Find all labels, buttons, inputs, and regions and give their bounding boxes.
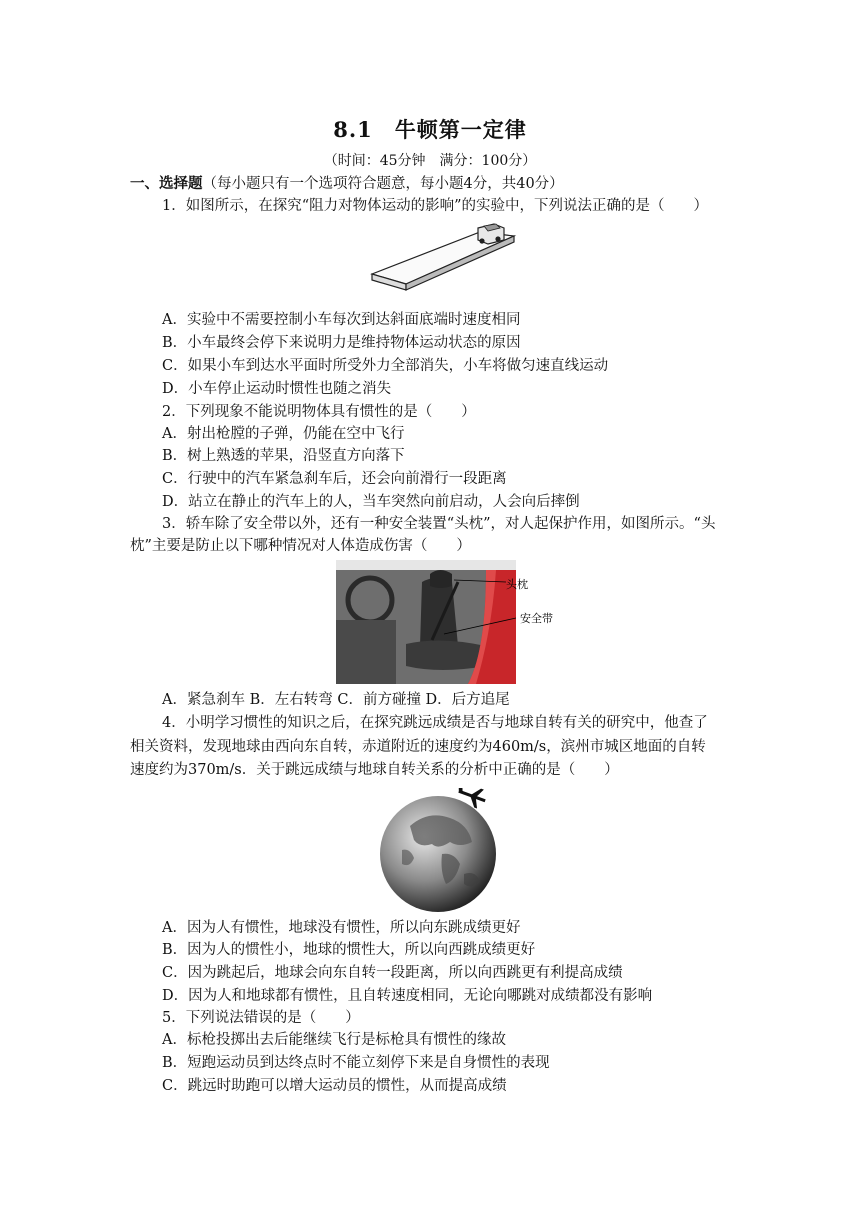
- section-heading-row: [130, 174, 564, 194]
- q1-stem: 1．如图所示，在探究“阻力对物体运动的影响”的实验中，下列说法正确的是（ ）: [162, 198, 709, 214]
- q2-option-d: D．站立在静止的汽车上的人，当车突然向前启动，人会向后摔倒: [162, 494, 580, 510]
- q4-stem-line3: 速度约为370m/s．关于跳远成绩与地球自转关系的分析中正确的是（ ）: [130, 762, 619, 778]
- q4-option-b: B．因为人的惯性小，地球的惯性大，所以向西跳成绩更好: [162, 942, 536, 958]
- q5-option-b: B．短跑运动员到达终点时不能立刻停下来是自身惯性的表现: [162, 1055, 550, 1071]
- exam-time-score: （时间：45分钟 满分：100分）: [323, 153, 537, 169]
- q5-option-a: A．标枪投掷出去后能继续飞行是标枪具有惯性的缘故: [162, 1032, 506, 1048]
- q2-option-a: A．射出枪膛的子弹，仍能在空中飞行: [162, 426, 405, 442]
- q1-option-d: D．小车停止运动时惯性也随之消失: [162, 381, 392, 397]
- ramp-with-cart-icon: [368, 222, 520, 294]
- q4-option-c: C．因为跳起后，地球会向东自转一段距离，所以向西跳更有利提高成绩: [162, 965, 623, 981]
- q1-option-a: A．实验中不需要控制小车每次到达斜面底端时速度相同: [162, 312, 521, 328]
- q4-stem-line2: 相关资料，发现地球由西向东自转，赤道附近的速度约为460m/s，滨州市城区地面的自转: [130, 739, 706, 755]
- q2-option-b: B．树上熟透的苹果，沿竖直方向落下: [162, 448, 405, 464]
- section-heading: 一、选择题: [130, 175, 203, 192]
- q1-option-c: C．如果小车到达水平面时所受外力全部消失，小车将做匀速直线运动: [162, 358, 609, 374]
- section-note: （每小题只有一个选项符合题意，每小题4分，共40分）: [202, 176, 564, 192]
- q2-stem: 2．下列现象不能说明物体具有惯性的是（ ）: [162, 404, 476, 420]
- car-seat-photo: [336, 560, 516, 684]
- q3-stem-line2: 枕”主要是防止以下哪种情况对人体造成伤害（ ）: [130, 538, 471, 554]
- q4-stem-line1: 4．小明学习惯性的知识之后，在探究跳远成绩是否与地球自转有关的研究中，他查了: [162, 715, 708, 731]
- q4-option-a: A．因为人有惯性，地球没有惯性，所以向东跳成绩更好: [162, 920, 521, 936]
- q5-option-c: C．跳远时助跑可以增大运动员的惯性，从而提高成绩: [162, 1078, 507, 1094]
- q3-options: A．紧急刹车 B．左右转弯 C．前方碰撞 D．后方追尾: [162, 692, 510, 708]
- q5-stem: 5．下列说法错误的是（ ）: [162, 1010, 360, 1026]
- q4-option-d: D．因为人和地球都有惯性，且自转速度相同，无论向哪跳对成绩都没有影响: [162, 988, 653, 1004]
- q3-stem-line1: 3．轿车除了安全带以外，还有一种安全装置“头枕”，对人起保护作用，如图所示。“头: [162, 516, 716, 532]
- headrest-label: 头枕: [506, 578, 528, 591]
- q2-option-c: C．行驶中的汽车紧急刹车后，还会向前滑行一段距离: [162, 471, 507, 487]
- q1-option-b: B．小车最终会停下来说明力是维持物体运动状态的原因: [162, 335, 521, 351]
- page-title: 8.1 牛顿第一定律: [333, 117, 527, 142]
- earth-globe-with-airplane-icon: [380, 788, 500, 914]
- seatbelt-label: 安全带: [520, 612, 553, 625]
